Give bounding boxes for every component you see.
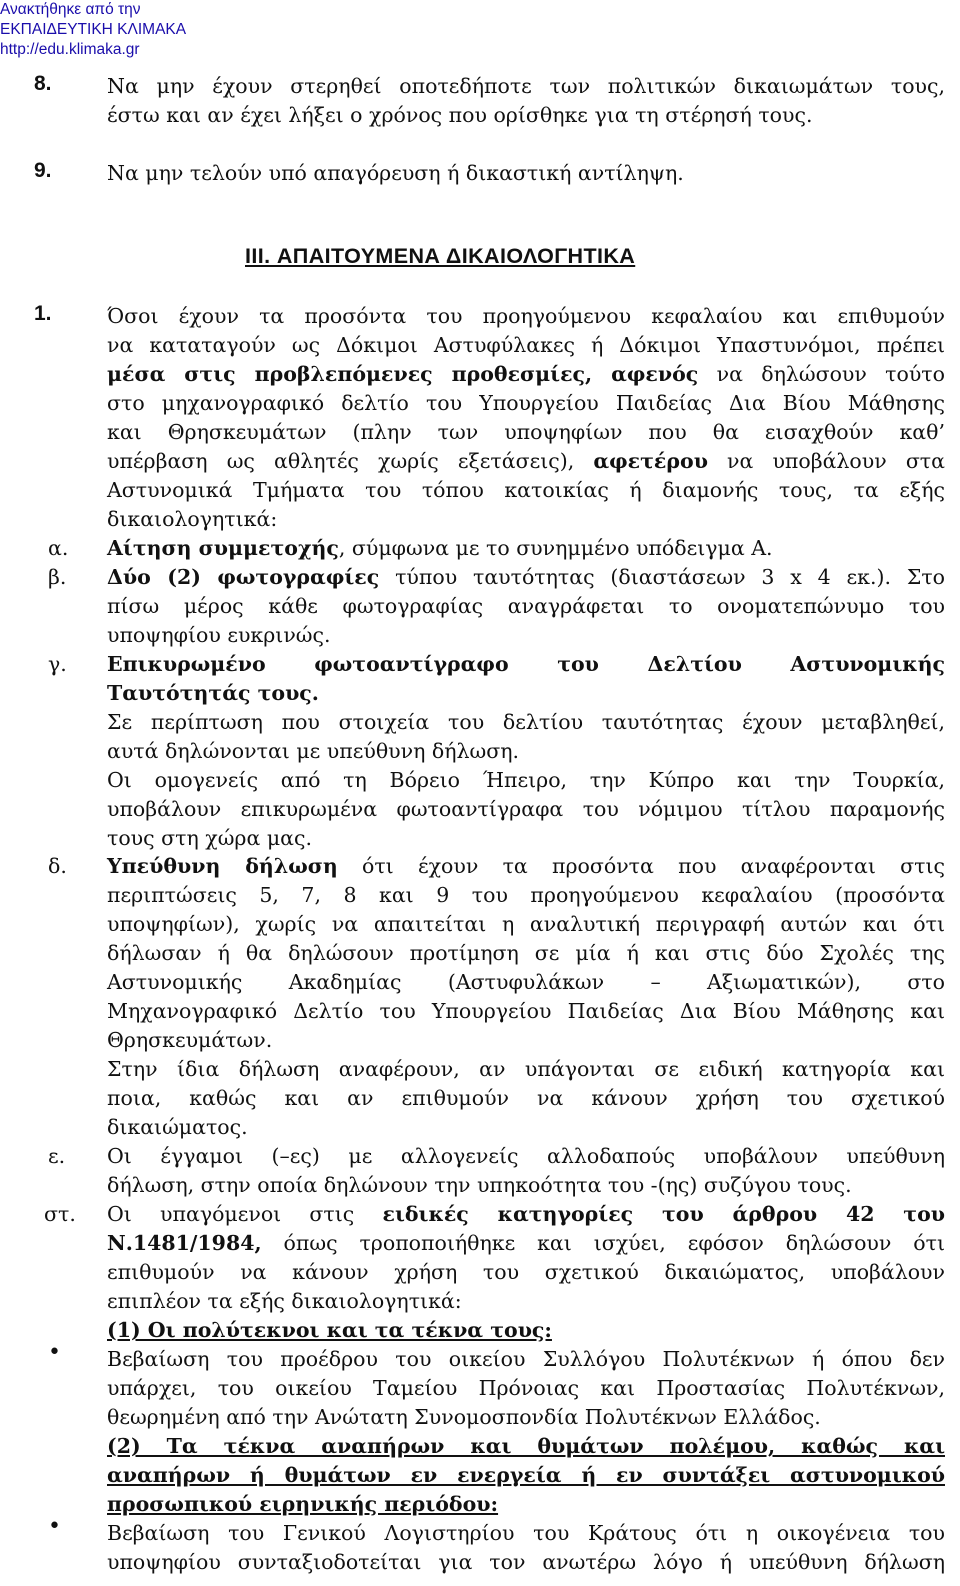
underlined-bold-text: προσωπικού ειρηνικής περιόδου:: [107, 1492, 499, 1516]
text-line: Αστυνομικής Ακαδημίας (Αστυφυλάκων – Αξιωματικών), στο: [107, 970, 945, 994]
text-line: [107, 650, 945, 679]
bold-text: αφετέρου: [593, 449, 708, 473]
subheading-2-line: [107, 1432, 945, 1461]
text-run: , σύμφωνα με το συνημμένο υπόδειγμα Α.: [338, 536, 773, 560]
item-label: στ.: [44, 1202, 76, 1226]
bold-text: Υπεύθυνη δήλωση: [107, 854, 338, 878]
subheading-2-line: [107, 1461, 945, 1490]
text-line: τους στη χώρα μας.: [107, 826, 312, 850]
text-line: επιθυμούν να κάνουν χρήση του σχετικού δικαιώματος, υποβάλουν: [107, 1260, 945, 1284]
subheading-1: [107, 1316, 945, 1345]
text-line: Θρησκευμάτων.: [107, 1028, 273, 1052]
text-line: Στην ίδια δήλωση αναφέρουν, αν υπάγονται σε ειδική κατηγορία και: [107, 1057, 945, 1081]
text-line: [107, 534, 945, 563]
source-link[interactable]: http://edu.klimaka.gr: [0, 41, 140, 58]
text-run: όπως τροποποιήθηκε και ισχύει, εφόσον δηλώσουν ότι: [261, 1231, 945, 1255]
text-line: υπάρχει, του οικείου Ταμείου Πρόνοιας και Προστασίας Πολυτέκνων,: [107, 1376, 945, 1400]
bullet-icon: •: [48, 1514, 61, 1539]
text-line: δικαιολογητικά:: [107, 507, 278, 531]
bold-text: Δύο (2) φωτογραφίες: [107, 565, 380, 589]
bold-text: Ν.1481/1984,: [107, 1231, 262, 1255]
text-line: Οι ομογενείς από τη Βόρειο Ήπειρο, την Κύπρο και την Τουρκία,: [107, 768, 945, 792]
item-label: ε.: [48, 1144, 66, 1168]
item-text-line: Να μην τελούν υπό απαγόρευση ή δικαστική αντίληψη.: [107, 161, 684, 185]
underlined-bold-text: (2) Τα τέκνα αναπήρων και θυμάτων πολέμου, καθώς και: [107, 1434, 945, 1458]
text-line: Βεβαίωση του Γενικού Λογιστηρίου του Κράτους ότι η οικογένεια του: [107, 1521, 945, 1545]
item-number: 8.: [34, 72, 52, 95]
text-line: επιπλέον τα εξής δικαιολογητικά:: [107, 1289, 462, 1313]
subheading-2-line: [107, 1490, 945, 1519]
text-line: Μηχανογραφικό Δελτίο του Υπουργείου Παιδείας Δια Βίου Μάθησης και: [107, 999, 945, 1023]
text-run: Οι υπαγόμενοι στις: [107, 1202, 383, 1226]
item-label: α.: [48, 536, 69, 560]
text-line: ποια, καθώς και αν επιθυμούν να κάνουν χρήση του σχετικού: [107, 1086, 945, 1110]
text-line: [107, 852, 945, 881]
item-number: 9.: [34, 159, 52, 182]
text-line: υποβάλουν επικυρωμένα φωτοαντίγραφα του νόμιμου τίτλου παραμονής: [107, 797, 945, 821]
item-text-line: Να μην έχουν στερηθεί οποτεδήποτε των πολιτικών δικαιωμάτων τους,: [107, 74, 945, 98]
text-run: ότι έχουν τα προσόντα που αναφέρονται στις: [337, 854, 945, 878]
retrieval-header: [0, 0, 186, 60]
text-line: να καταταγούν ως Δόκιμοι Αστυφύλακες ή Δόκιμοι Υπαστυνόμοι, πρέπει: [107, 333, 945, 357]
bold-text: Ταυτότητάς τους.: [107, 681, 319, 705]
text-line: Οι έγγαμοι (–ες) με αλλογενείς αλλοδαπούς υποβάλουν υπεύθυνη: [107, 1144, 945, 1168]
text-line: αυτά δηλώνονται με υπεύθυνη δήλωση.: [107, 739, 520, 763]
header-line-2: ΕΚΠΑΙΔΕΥΤΙΚΗ ΚΛΙΜΑΚΑ: [0, 21, 187, 38]
text-line: δικαιώματος.: [107, 1115, 248, 1139]
text-run: να υποβάλουν στα: [707, 449, 945, 473]
text-line: και Θρησκευμάτων (πλην των υποψηφίων που θα εισαχθούν καθ’: [107, 420, 945, 444]
bold-text: Αίτηση συμμετοχής: [107, 536, 339, 560]
section-heading: III. ΑΠΑΙΤΟΥΜΕΝΑ ΔΙΚΑΙΟΛΟΓΗΤΙΚΑ: [245, 244, 636, 268]
text-line: [107, 447, 945, 476]
text-line: πίσω μέρος κάθε φωτογραφίας αναγράφεται το ονοματεπώνυμο του: [107, 594, 945, 618]
text-line: Βεβαίωση του προέδρου του οικείου Συλλόγου Πολυτέκνων ή όπου δεν: [107, 1347, 945, 1371]
text-line: [107, 679, 945, 708]
text-run: να δηλώσουν τούτο: [698, 362, 945, 386]
text-run: υπέρβαση ως αθλητές χωρίς εξετάσεις),: [107, 449, 594, 473]
text-line: [107, 1200, 945, 1229]
item-label: β.: [48, 565, 67, 589]
item-label: δ.: [48, 854, 67, 878]
text-line: δήλωση, στην οποία δηλώνουν την υπηκοότητα του -(ης) συζύγου τους.: [107, 1173, 852, 1197]
text-line: υποψηφίων), χωρίς να απαιτείται η αναλυτική περιγραφή αυτών και ότι: [107, 912, 945, 936]
text-line: [107, 1229, 945, 1258]
text-line: Αστυνομικά Τμήματα του τόπου κατοικίας ή διαμονής τους, τα εξής: [107, 478, 945, 502]
paragraph-number: 1.: [34, 302, 52, 325]
text-line: δήλωσαν ή θα δηλώσουν προτίμηση σε μία ή και στις δύο Σχολές της: [107, 941, 945, 965]
text-line: περιπτώσεις 5, 7, 8 και 9 του προηγούμενου κεφαλαίου (προσόντα: [107, 883, 945, 907]
bold-text: ειδικές κατηγορίες του άρθρου 42 του: [382, 1202, 945, 1226]
bold-text: μέσα στις προβλεπόμενες προθεσμίες, αφενός: [107, 362, 699, 386]
item-text-line: έστω και αν έχει λήξει ο χρόνος που ορίσθηκε για τη στέρησή τους.: [107, 103, 813, 127]
bullet-icon: •: [48, 1340, 61, 1365]
text-line: θεωρημένη από την Ανώτατη Συνομοσπονδία Πολυτέκνων Ελλάδος.: [107, 1405, 821, 1429]
header-line-1: Ανακτήθηκε από την: [0, 1, 141, 18]
text-line: [107, 360, 945, 389]
text-line: υποψηφίου συνταξιοδοτείται για τον ανωτέρω λόγο ή υπεύθυνη δήλωση: [107, 1550, 945, 1574]
text-line: στο μηχανογραφικό δελτίο του Υπουργείου Παιδείας Δια Βίου Μάθησης: [107, 391, 945, 415]
underlined-bold-text: (1) Οι πολύτεκνοι και τα τέκνα τους:: [107, 1318, 552, 1342]
text-line: Σε περίπτωση που στοιχεία του δελτίου ταυτότητας έχουν μεταβληθεί,: [107, 710, 945, 734]
item-label: γ.: [48, 652, 67, 676]
text-line: υποψηφίου ευκρινώς.: [107, 623, 331, 647]
text-line: [107, 563, 945, 592]
text-line: Όσοι έχουν τα προσόντα του προηγούμενου κεφαλαίου και επιθυμούν: [107, 304, 945, 328]
text-run: τύπου ταυτότητας (διαστάσεων 3 x 4 εκ.). Στο: [379, 565, 945, 589]
underlined-bold-text: αναπήρων ή θυμάτων εν ενεργεία ή εν συντάξει αστυνομικού: [107, 1463, 945, 1487]
bold-text: Επικυρωμένο φωτοαντίγραφο του Δελτίου Αστυνομικής: [107, 652, 945, 676]
